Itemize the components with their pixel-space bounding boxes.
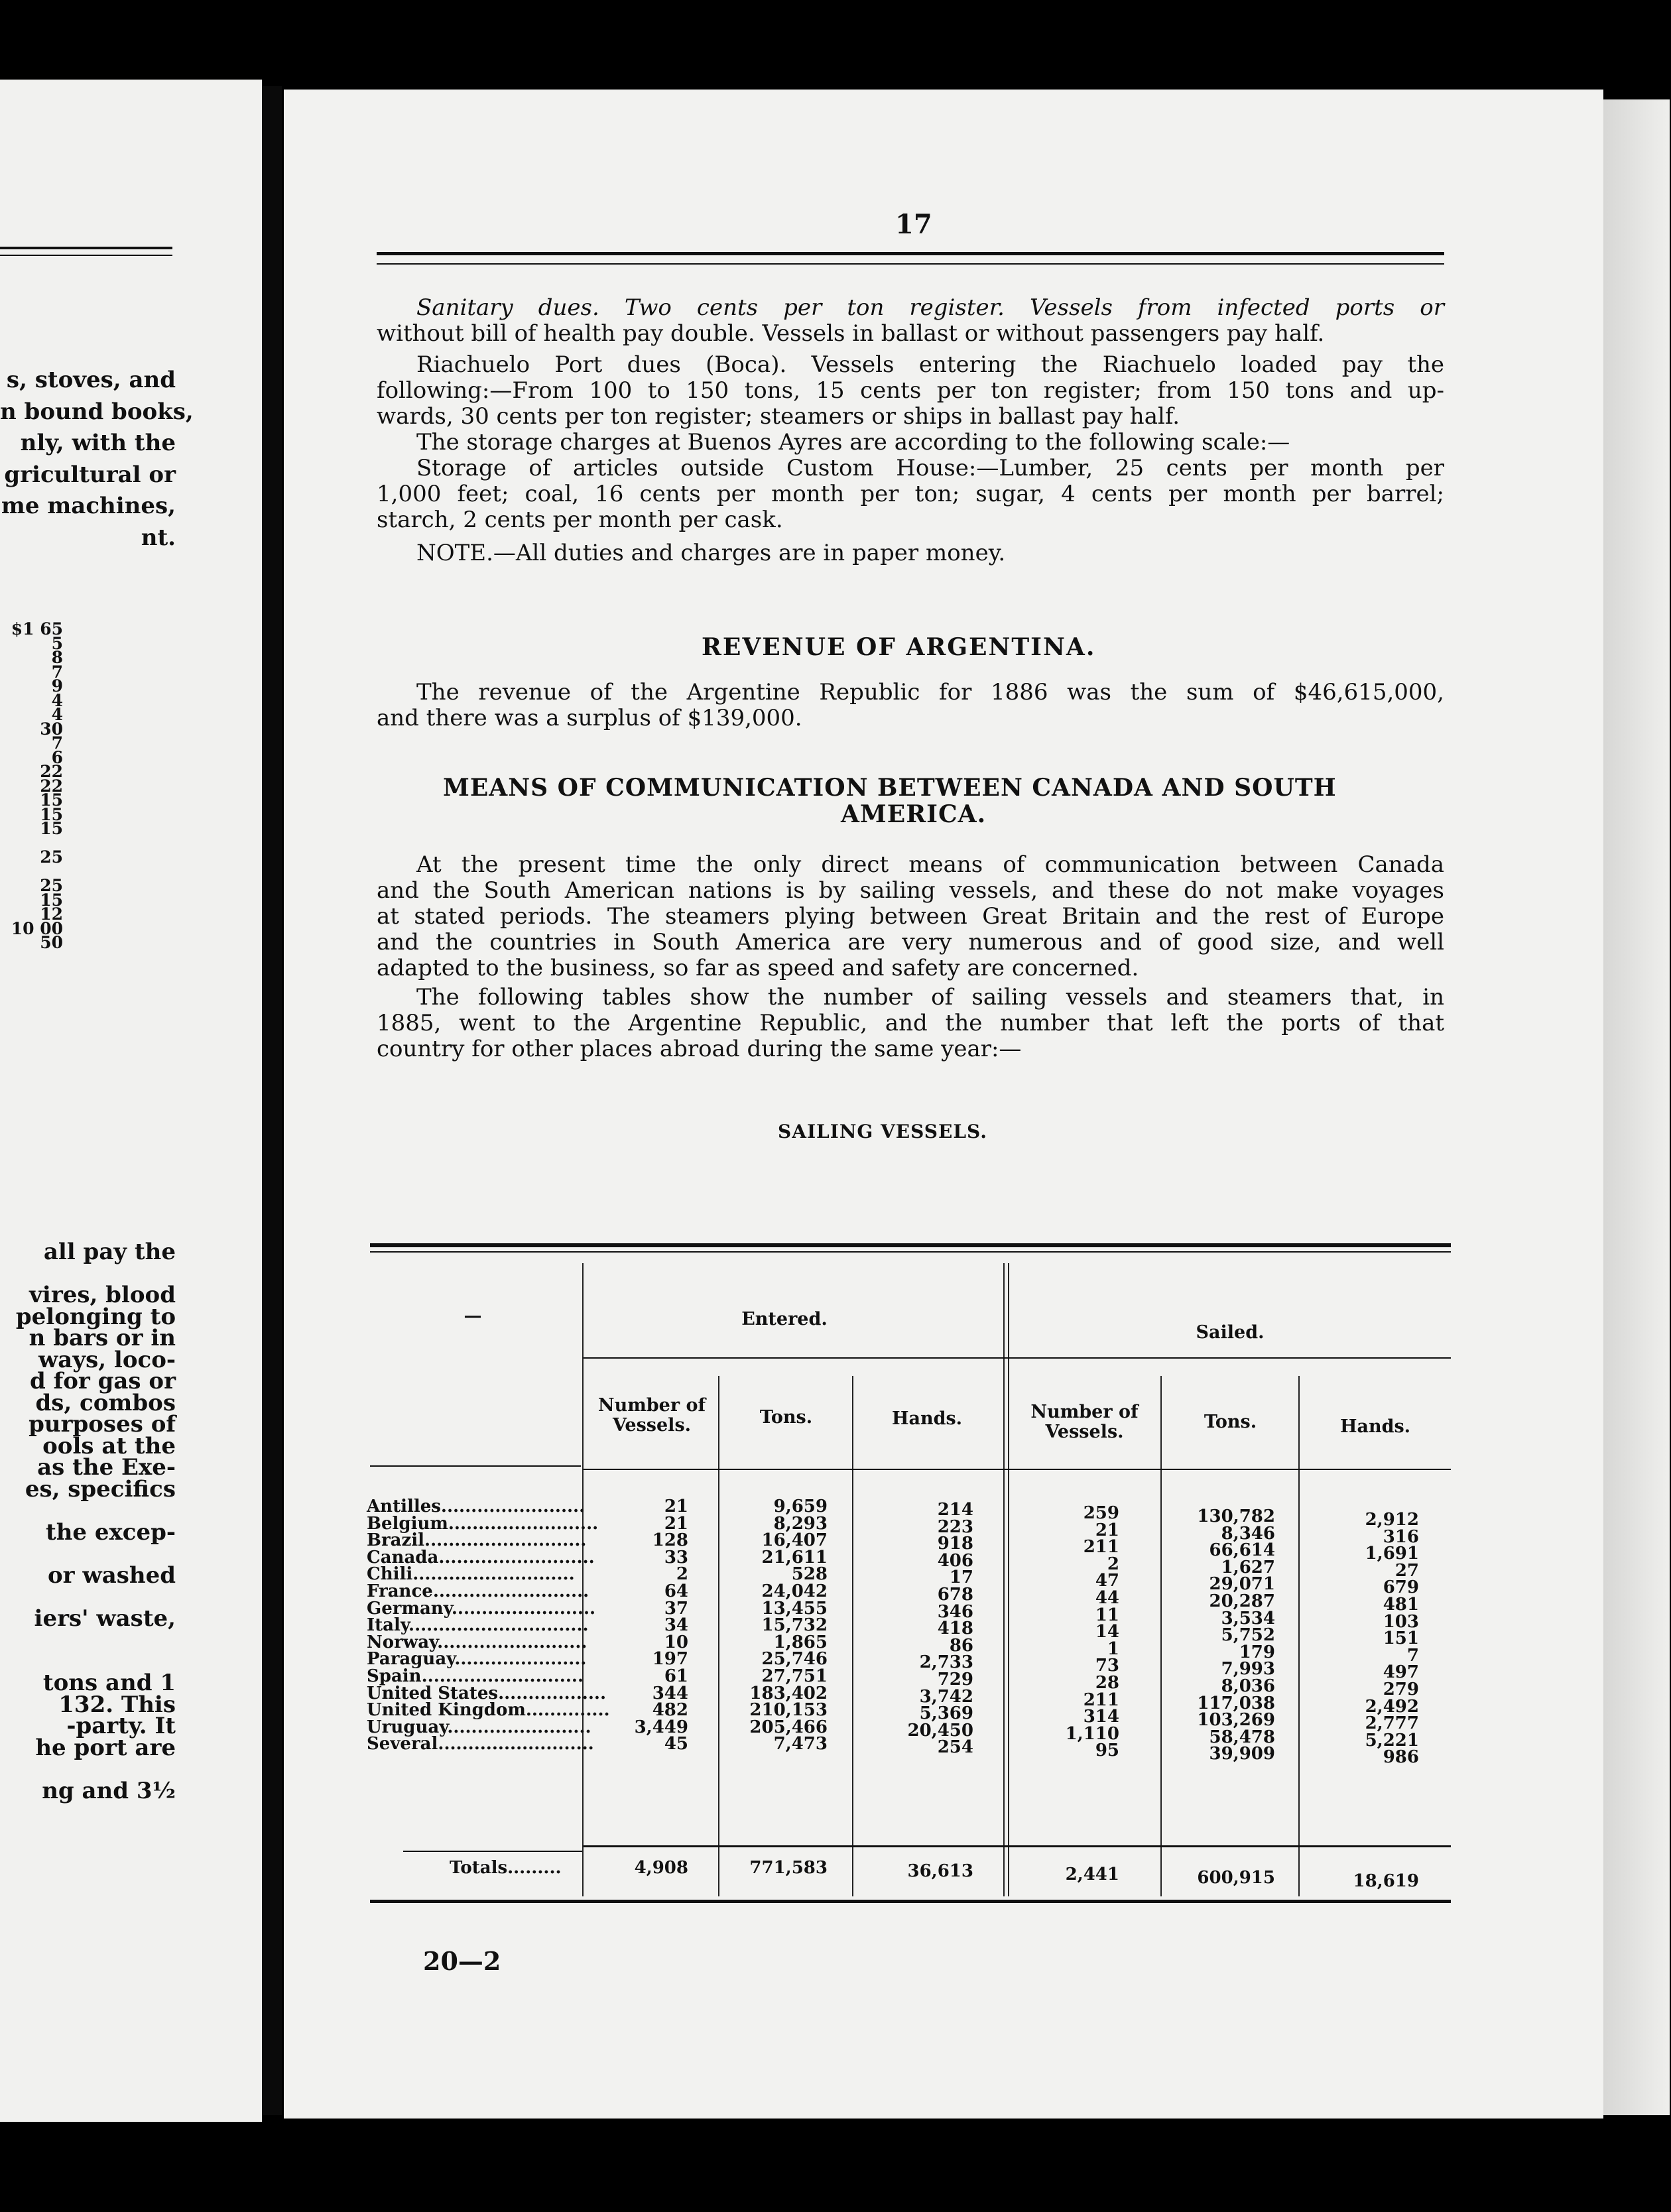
paragraph-line: and the countries in South America are very numerous and of good size, and well <box>377 929 1444 955</box>
left-page-price: 22 <box>40 762 63 781</box>
left-page-text-upper <box>0 365 194 554</box>
table-cell: 2,492 <box>1365 1696 1419 1717</box>
table-cell: 5,752 <box>1221 1625 1275 1646</box>
paragraph-line: and the South American nations is by sailing vessels, and these do not make voyages <box>377 877 1444 904</box>
left-page-line: pelonging to <box>15 1303 176 1330</box>
table-cell: 2,733 <box>919 1652 973 1673</box>
country-name: Antilles <box>367 1497 441 1516</box>
table-cell: 1,627 <box>1221 1557 1275 1577</box>
left-page-price: 22 <box>40 776 63 796</box>
table-cell: 86 <box>949 1635 973 1656</box>
left-page-price-column <box>0 619 63 952</box>
table-title: SAILING VESSELS. <box>778 1121 987 1142</box>
previous-page-fragment <box>0 80 262 2122</box>
header-underline <box>370 1465 581 1467</box>
table-cell: 9,659 <box>773 1497 828 1516</box>
left-page-line: the excep- <box>45 1518 176 1546</box>
table-cell: 3,449 <box>634 1717 688 1737</box>
storage-paragraph <box>377 430 1444 533</box>
table-cell: 10 <box>664 1632 688 1652</box>
sailing-vessels-table <box>367 1243 1451 1920</box>
tables-intro-paragraph <box>377 985 1444 1062</box>
totals-label-row <box>450 1860 562 1877</box>
total-sailed-hands: 18,619 <box>1353 1871 1419 1891</box>
table-cell: 66,614 <box>1209 1540 1275 1561</box>
table-cell: 21 <box>664 1497 688 1516</box>
leader-dots: .......................... <box>438 1547 595 1567</box>
left-page-price: 10 00 <box>11 918 63 938</box>
table-cell: 210,153 <box>749 1700 828 1721</box>
country-name: United Kingdom <box>367 1700 526 1721</box>
note-paragraph <box>377 540 1444 566</box>
means-heading-line-1: MEANS OF COMMUNICATION BETWEEN CANADA AND SOUTH <box>443 774 1337 802</box>
country-name: Paraguay <box>367 1649 455 1670</box>
leader-dots: .............. <box>525 1700 610 1721</box>
signature-mark: 20—2 <box>423 1946 501 1976</box>
table-cell: 5,221 <box>1365 1730 1419 1751</box>
country-name: Norway <box>367 1632 438 1652</box>
table-cell: 61 <box>664 1666 688 1686</box>
total-entered-vessels: 4,908 <box>634 1858 688 1878</box>
table-cell: 344 <box>652 1683 688 1703</box>
table-cell: 151 <box>1383 1628 1419 1649</box>
paragraph-line: NOTE.—All duties and charges are in paper money. <box>416 540 1006 566</box>
left-page-line: me machines, <box>1 493 176 519</box>
group-underline <box>584 1357 1451 1359</box>
leader-dots: .......................... <box>438 1734 594 1754</box>
page-edge <box>1603 99 1670 2115</box>
table-cell: 24,042 <box>761 1581 828 1601</box>
table-cell: 15,732 <box>761 1615 828 1636</box>
table-cell: 254 <box>937 1737 973 1758</box>
table-cell: 27 <box>1394 1560 1419 1581</box>
table-cell: 481 <box>1383 1594 1419 1615</box>
table-cell: 729 <box>937 1669 973 1690</box>
total-entered-tons: 771,583 <box>749 1858 828 1878</box>
left-page-price: $1 65 <box>11 619 63 639</box>
table-cell: 183,402 <box>749 1683 828 1703</box>
left-page-line: he port are <box>35 1734 176 1761</box>
table-cell: 130,782 <box>1197 1506 1275 1526</box>
table-cell: 8,036 <box>1221 1676 1275 1696</box>
column-rule <box>852 1376 853 1896</box>
left-page-price: 6 <box>51 747 63 767</box>
table-cell: 7,993 <box>1221 1659 1275 1680</box>
left-page-line: n bars or in <box>29 1325 176 1351</box>
table-cell: 528 <box>791 1564 828 1585</box>
document-page <box>284 90 1603 2119</box>
country-name: Canada <box>367 1547 439 1567</box>
left-page-line: as the Exe- <box>37 1454 176 1481</box>
table-cell: 197 <box>652 1649 688 1670</box>
country-column <box>367 1497 610 1754</box>
book-binding-gutter <box>262 86 282 2115</box>
table-cell: 679 <box>1383 1577 1419 1598</box>
left-page-price: 12 <box>40 904 63 924</box>
left-page-price: 7 <box>51 662 63 682</box>
left-page-price: 25 <box>40 876 63 895</box>
table-cell: 314 <box>1083 1707 1119 1727</box>
left-page-line: ools at the <box>42 1432 176 1459</box>
left-page-line: nly, with the <box>20 430 176 456</box>
country-name: Spain <box>367 1666 422 1686</box>
left-page-text-lower <box>0 1237 176 1804</box>
left-page-line: n bound books, <box>0 398 194 425</box>
table-cell: 497 <box>1383 1662 1419 1683</box>
left-page-price: 50 <box>40 933 63 952</box>
col-header-sailed-vessels: Number of Vessels. <box>1030 1402 1139 1442</box>
column-rule <box>718 1376 719 1896</box>
table-top-rule <box>370 1243 1451 1247</box>
col-header-entered-tons: Tons. <box>759 1407 813 1428</box>
sailed-hands-column <box>1300 1512 1419 1766</box>
table-cell: 3,534 <box>1221 1608 1275 1628</box>
total-sailed-vessels: 2,441 <box>1065 1865 1119 1884</box>
leader-dots: ...................... <box>454 1649 587 1670</box>
leader-dots: ........................... <box>412 1564 575 1585</box>
table-cell: 179 <box>1239 1642 1275 1662</box>
text-line: Sanitary dues. Two cents per ton register. Vessels from infected ports or <box>416 294 1444 321</box>
country-name: Uruguay <box>367 1717 448 1737</box>
left-page-price: 30 <box>40 719 63 739</box>
stub-header: — <box>464 1306 482 1326</box>
table-cell: 2 <box>676 1564 688 1585</box>
table-cell: 25,746 <box>761 1649 828 1670</box>
left-page-price: 7 <box>51 733 63 753</box>
table-cell: 21,611 <box>761 1547 828 1567</box>
country-name: Brazil <box>367 1530 425 1551</box>
left-page-price: 5 <box>51 633 63 653</box>
total-sailed-tons: 600,915 <box>1197 1868 1275 1888</box>
table-cell: 21 <box>1095 1520 1119 1540</box>
table-cell: 3,742 <box>919 1686 973 1707</box>
table-cell: 259 <box>1083 1503 1119 1523</box>
leader-dots: ......................... <box>448 1513 599 1534</box>
means-paragraph <box>377 852 1444 981</box>
leader-dots: ........................ <box>440 1497 586 1516</box>
left-page-price: 4 <box>51 690 63 710</box>
table-cell: 986 <box>1383 1747 1419 1768</box>
leader-dots: ......................... <box>437 1632 588 1652</box>
country-name: Belgium <box>367 1513 448 1534</box>
table-cell: 20,450 <box>907 1720 973 1741</box>
paragraph-line: following:—From 100 to 150 tons, 15 cents per ton register; from 150 tons and up- <box>377 377 1444 404</box>
table-cell: 7,473 <box>773 1734 828 1754</box>
top-rule <box>0 247 172 249</box>
entered-vessels-column <box>589 1499 688 1753</box>
paragraph-line <box>377 295 1444 321</box>
revenue-heading: REVENUE OF ARGENTINA. <box>702 633 1096 661</box>
left-page-line: ng and 3½ <box>42 1777 176 1804</box>
leader-dots: ........................ <box>451 1598 596 1619</box>
table-cell: 47 <box>1095 1571 1119 1591</box>
table-row-label <box>367 1734 594 1754</box>
page-number: 17 <box>895 209 932 240</box>
country-name: Several <box>367 1734 438 1754</box>
table-cell: 918 <box>937 1534 973 1554</box>
table-cell: 1,865 <box>773 1632 828 1652</box>
paragraph-line: adapted to the business, so far as speed and safety are concerned. <box>377 955 1139 981</box>
sailed-tons-column <box>1162 1508 1275 1763</box>
table-cell: 418 <box>937 1619 973 1639</box>
totals-rule <box>584 1845 1451 1847</box>
paragraph-line: country for other places abroad during the same year:— <box>377 1036 1022 1062</box>
paragraph-line: starch, 2 cents per month per cask. <box>377 507 783 533</box>
table-cell: 346 <box>937 1601 973 1622</box>
paragraph-line: The revenue of the Argentine Republic for 1886 was the sum of $46,615,000, <box>416 679 1444 706</box>
col-header-entered-vessels: Number of Vessels. <box>597 1395 706 1436</box>
paragraph-line: wards, 30 cents per ton register; steamers or ships in ballast pay half. <box>377 403 1180 430</box>
table-cell: 1,691 <box>1365 1544 1419 1564</box>
table-cell: 34 <box>664 1615 688 1636</box>
left-page-line: all pay the <box>43 1239 176 1265</box>
table-cell: 482 <box>652 1700 688 1721</box>
table-cell: 58,478 <box>1209 1727 1275 1747</box>
left-page-price: 15 <box>40 890 63 910</box>
table-cell: 16,407 <box>761 1530 828 1551</box>
leader-dots: .......................... <box>432 1581 589 1601</box>
table-cell: 8,346 <box>1221 1523 1275 1544</box>
totals-label: Totals <box>450 1858 508 1878</box>
table-cell: 678 <box>937 1584 973 1605</box>
table-top-rule-thin <box>370 1251 1451 1253</box>
paragraph-line: Riachuelo Port dues (Boca). Vessels entering the Riachuelo loaded pay the <box>416 351 1444 378</box>
left-page-line: ds, combos <box>35 1389 176 1416</box>
paragraph-line: and there was a surplus of $139,000. <box>377 705 802 731</box>
header-rule-thin <box>377 263 1444 265</box>
left-page-line: s, stoves, and <box>6 367 176 393</box>
paragraph-line: Storage of articles outside Custom House:—Lumber, 25 cents per month per <box>416 455 1444 481</box>
left-page-line: gricultural or <box>4 461 176 488</box>
table-cell: 1,110 <box>1065 1723 1119 1744</box>
table-cell: 95 <box>1095 1741 1119 1761</box>
left-page-price: 4 <box>51 705 63 724</box>
table-cell: 17 <box>949 1567 973 1588</box>
table-cell: 1 <box>1107 1638 1119 1659</box>
sanitary-dues-paragraph <box>377 295 1444 347</box>
left-page-line <box>0 1646 176 1668</box>
table-cell: 205,466 <box>749 1717 828 1737</box>
table-cell: 279 <box>1383 1679 1419 1699</box>
left-page-line: vires, blood <box>29 1282 176 1308</box>
left-page-price: 15 <box>40 819 63 838</box>
col-header-sailed-tons: Tons. <box>1204 1412 1257 1432</box>
table-cell: 20,287 <box>1209 1591 1275 1611</box>
country-name: Germany <box>367 1598 452 1619</box>
paragraph-line: without bill of health pay double. Vessels in ballast or without passengers pay half. <box>377 320 1325 347</box>
leader-dots: .............................. <box>408 1615 589 1636</box>
table-cell: 2 <box>1107 1554 1119 1574</box>
leader-dots: ........................... <box>424 1530 587 1551</box>
country-name: France <box>367 1581 433 1601</box>
left-page-line: purposes of <box>29 1411 176 1438</box>
table-cell: 21 <box>664 1513 688 1534</box>
riachuelo-dues-paragraph <box>377 352 1444 430</box>
table-cell: 128 <box>652 1530 688 1551</box>
col-header-entered-hands: Hands. <box>891 1408 963 1429</box>
table-cell: 45 <box>664 1734 688 1754</box>
table-cell: 39,909 <box>1209 1744 1275 1764</box>
left-page-line: nt. <box>141 524 176 551</box>
country-name: Chili <box>367 1564 413 1585</box>
paragraph-line: 1885, went to the Argentine Republic, and the number that left the ports of that <box>377 1010 1444 1036</box>
leader-dots: ........................... <box>421 1666 584 1686</box>
paragraph-line: At the present time the only direct means of communication between Canada <box>416 851 1444 878</box>
group-header-sailed: Sailed. <box>1196 1322 1265 1343</box>
table-bottom-rule <box>370 1900 1451 1903</box>
table-cell: 316 <box>1383 1526 1419 1547</box>
leader-dots: ........................ <box>447 1717 591 1737</box>
header-underline <box>584 1469 1451 1470</box>
leader-dots: ......... <box>507 1858 562 1878</box>
revenue-paragraph <box>377 680 1444 731</box>
table-cell: 29,071 <box>1209 1574 1275 1595</box>
left-page-price: 15 <box>40 790 63 810</box>
paragraph-line: The storage charges at Buenos Ayres are according to the following scale:— <box>416 429 1290 456</box>
left-page-price: 25 <box>40 847 63 867</box>
top-rule-thin <box>0 255 172 256</box>
means-heading-line-2: AMERICA. <box>841 800 987 828</box>
sailed-vessels-column <box>1010 1505 1119 1760</box>
left-page-line: iers' waste, <box>34 1605 176 1632</box>
table-cell: 8,293 <box>773 1513 828 1534</box>
table-cell: 33 <box>664 1547 688 1567</box>
table-cell: 117,038 <box>1197 1693 1275 1713</box>
left-page-line: tons and 1 <box>42 1670 176 1696</box>
table-cell: 103 <box>1383 1611 1419 1632</box>
left-page-price: 15 <box>40 804 63 824</box>
table-cell: 27,751 <box>761 1666 828 1686</box>
table-cell: 211 <box>1083 1537 1119 1558</box>
paragraph-line: at stated periods. The steamers plying between Great Britain and the rest of Europe <box>377 903 1444 930</box>
table-cell: 406 <box>937 1550 973 1571</box>
group-header-entered: Entered. <box>741 1309 828 1329</box>
left-page-line: d for gas or <box>29 1368 176 1394</box>
entered-hands-column <box>854 1502 973 1756</box>
left-page-line: ways, loco- <box>38 1346 176 1373</box>
table-cell: 7 <box>1406 1645 1419 1666</box>
totals-rule-stub <box>403 1851 582 1852</box>
left-page-line: 132. This <box>58 1691 176 1718</box>
table-cell: 2,777 <box>1365 1713 1419 1734</box>
table-cell: 28 <box>1095 1672 1119 1693</box>
entered-tons-column <box>721 1499 828 1753</box>
header-rule <box>377 252 1444 255</box>
paragraph-line: The following tables show the number of sailing vessels and steamers that, in <box>416 984 1444 1011</box>
total-entered-hands: 36,613 <box>907 1861 973 1881</box>
left-page-line: -party. It <box>66 1713 176 1739</box>
table-cell: 13,455 <box>761 1598 828 1619</box>
left-page-line: or washed <box>48 1562 176 1589</box>
col-header-sailed-hands: Hands. <box>1339 1416 1411 1437</box>
table-cell: 5,369 <box>919 1703 973 1724</box>
table-cell: 37 <box>664 1598 688 1619</box>
table-cell: 103,269 <box>1197 1710 1275 1731</box>
leader-dots: .................. <box>498 1683 606 1703</box>
country-name: Italy <box>367 1615 409 1636</box>
table-cell: 64 <box>664 1581 688 1601</box>
table-cell: 14 <box>1095 1622 1119 1642</box>
table-cell: 2,912 <box>1365 1510 1419 1530</box>
table-cell: 44 <box>1095 1587 1119 1608</box>
table-cell: 73 <box>1095 1656 1119 1676</box>
column-rule <box>1160 1376 1162 1896</box>
left-page-price: 8 <box>51 648 63 667</box>
table-cell: 11 <box>1095 1605 1119 1625</box>
table-cell: 211 <box>1083 1690 1119 1710</box>
table-cell: 214 <box>937 1500 973 1520</box>
table-cell: 223 <box>937 1516 973 1537</box>
paragraph-line: 1,000 feet; coal, 16 cents per month per ton; sugar, 4 cents per month per barrel; <box>377 481 1444 507</box>
country-name: United States <box>367 1683 499 1703</box>
left-page-line: es, specifics <box>25 1475 176 1503</box>
left-page-price: 9 <box>51 676 63 696</box>
